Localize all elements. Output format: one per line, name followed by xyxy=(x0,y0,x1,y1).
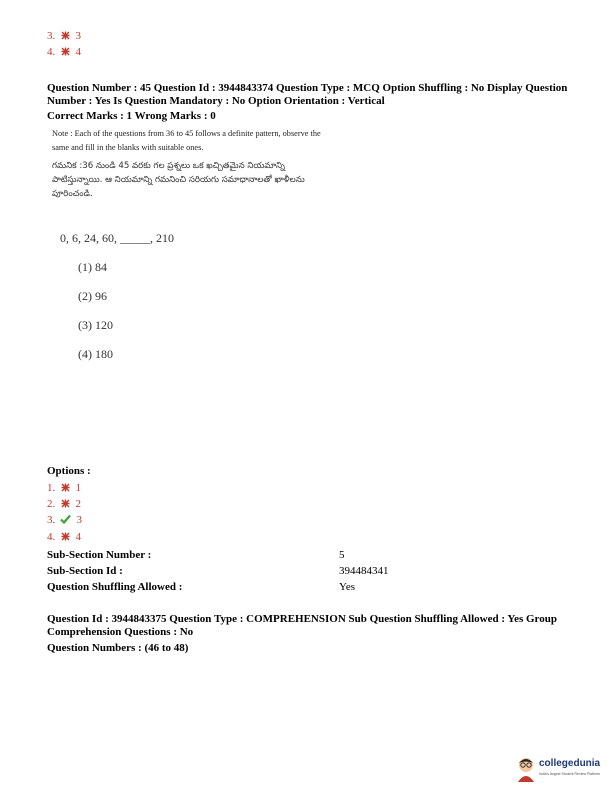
prev-option-3: 3. 3 xyxy=(47,30,81,42)
cross-icon xyxy=(61,483,70,492)
checkmark-icon xyxy=(60,514,71,524)
mascot-icon xyxy=(514,754,538,782)
option-3: 3. 3 xyxy=(47,514,82,526)
logo-name: collegedunia xyxy=(539,758,601,769)
number-series: 0, 6, 24, 60, _____, 210 xyxy=(60,231,174,245)
cross-icon xyxy=(61,47,70,56)
question-note: Note : Each of the questions from 36 to 45 follows a definite pattern, observe the same and fill in the blanks with suitable ones. xyxy=(52,129,321,152)
cross-icon xyxy=(61,532,70,541)
subsection-id-value: 394484341 xyxy=(339,565,389,577)
question-choice-3: (3) 120 xyxy=(78,318,113,332)
option-4: 4. 4 xyxy=(47,531,81,543)
next-question-header: Question Id : 3944843375 Question Type : COMPREHENSION Sub Question Shuffling Allowed : Yes Group Comprehension Questions : No Question Numbers : (46 to 48) xyxy=(47,613,557,654)
option-1: 1. 1 xyxy=(47,482,81,494)
question-choice-2: (2) 96 xyxy=(78,289,107,303)
shuffle-allowed-value: Yes xyxy=(339,581,356,593)
subsection-number-value: 5 xyxy=(339,549,345,561)
collegedunia-logo xyxy=(512,752,612,792)
question-header: Question Number : 45 Question Id : 3944843374 Question Type : MCQ Option Shuffling : No Display Question Number : Yes Is Question Mandatory : No Option Orientation : Vertical Correct Marks : 1 Wrong Marks : 0 xyxy=(47,82,568,122)
subsection-number-label: Sub-Section Number : xyxy=(47,549,152,561)
logo-tagline: India's largest Student Review Platform xyxy=(539,772,600,776)
cross-icon xyxy=(61,499,70,508)
question-choice-1: (1) 84 xyxy=(78,260,107,274)
subsection-id-label: Sub-Section Id : xyxy=(47,565,123,577)
option-2: 2. 2 xyxy=(47,498,81,510)
question-choice-4: (4) 180 xyxy=(78,347,113,361)
cross-icon xyxy=(61,31,70,40)
options-title: Options : xyxy=(47,465,91,477)
prev-option-4: 4. 4 xyxy=(47,46,81,58)
question-note-telugu: గమనిక :36 నుండి 45 వరకు గల ప్రశ్నలు ఒక ఖచ్చితమైన నియమాన్ని పాటిస్తున్నాయి. ఆ నియమాన్ని గమనించి సరియగు సమాధానాలతో ఖాళీలను పూరించండి. xyxy=(52,161,305,199)
shuffle-allowed-label: Question Shuffling Allowed : xyxy=(47,581,183,593)
